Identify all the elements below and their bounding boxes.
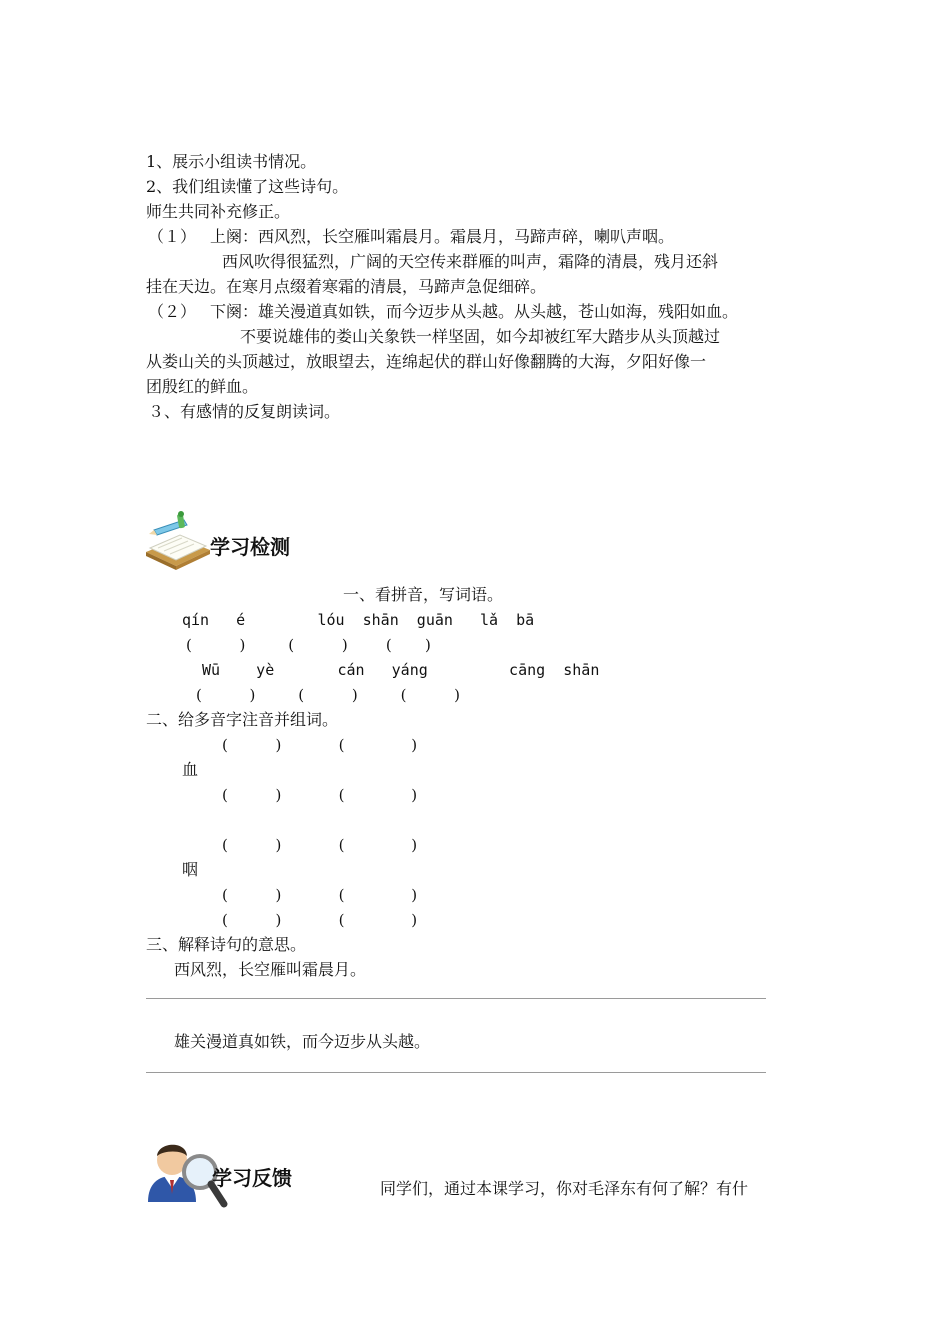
intro-line-4: ３、有感情的反复朗读词。: [148, 402, 341, 421]
notepad-pencil-icon: [140, 508, 216, 574]
part2-explain-c: 团殷红的鲜血。: [146, 377, 259, 396]
intro-line-3: 师生共同补充修正。: [146, 202, 291, 221]
q2-char-yan: 咽: [182, 860, 199, 879]
q3-line-1: 西风烈，长空雁叫霜晨月。: [174, 960, 367, 979]
q2-blanks-xue-2[interactable]: ( ) ( ): [222, 786, 418, 804]
q2-title: 二、给多音字注音并组词。: [146, 710, 339, 729]
q2-char-xue: 血: [182, 760, 199, 779]
q3-line-2: 雄关漫道真如铁，而今迈步从头越。: [174, 1032, 431, 1051]
intro-line-2: 2、我们组读懂了这些诗句。: [146, 177, 349, 196]
q1-pinyin-row-2: Wū yè cán yáng cāng shān: [202, 661, 600, 679]
q2-blanks-yan-2[interactable]: ( ) ( ): [222, 886, 418, 904]
part1-label: （１）: [148, 227, 197, 246]
q3-answer-line-1[interactable]: [146, 998, 766, 999]
q1-answer-blanks-row-2[interactable]: ( ) ( ) ( ): [196, 686, 460, 704]
part2-explain-b: 从娄山关的头顶越过，放眼望去，连绵起伏的群山好像翻腾的大海，夕阳好像一: [146, 352, 707, 371]
q2-blanks-yan-3[interactable]: ( ) ( ): [222, 911, 418, 929]
feedback-prompt: 同学们，通过本课学习，你对毛泽东有何了解？有什: [380, 1179, 749, 1198]
intro-line-1: 1、展示小组读书情况。: [146, 152, 317, 171]
q3-title: 三、解释诗句的意思。: [146, 935, 307, 954]
part1-explain-a: 西风吹得很猛烈，广阔的天空传来群雁的叫声，霜降的清晨，残月还斜: [222, 252, 719, 271]
q1-title: 一、看拼音，写词语。: [343, 585, 504, 604]
section-feedback-title: 学习反馈: [212, 1166, 292, 1190]
part2-text: 下阕：雄关漫道真如铁，而今迈步从头越。从头越，苍山如海，残阳如血。: [210, 302, 739, 321]
part1-text: 上阕：西风烈，长空雁叫霜晨月。霜晨月，马蹄声碎，喇叭声咽。: [210, 227, 675, 246]
q2-blanks-yan-1[interactable]: ( ) ( ): [222, 836, 418, 854]
q1-pinyin-row-1: qín é lóu shān guān lǎ bā: [182, 611, 535, 629]
q3-answer-line-2[interactable]: [146, 1072, 766, 1073]
part2-explain-a: 不要说雄伟的娄山关象铁一样坚固，如今却被红军大踏步从头顶越过: [240, 327, 721, 346]
q2-blanks-xue-1[interactable]: ( ) ( ): [222, 736, 418, 754]
q1-answer-blanks-row-1[interactable]: ( ) ( ) ( ): [186, 636, 431, 654]
section-check-title: 学习检测: [210, 535, 290, 559]
part2-label: （２）: [148, 302, 197, 321]
part1-explain-b: 挂在天边。在寒月点缀着寒霜的清晨，马蹄声急促细碎。: [146, 277, 547, 296]
